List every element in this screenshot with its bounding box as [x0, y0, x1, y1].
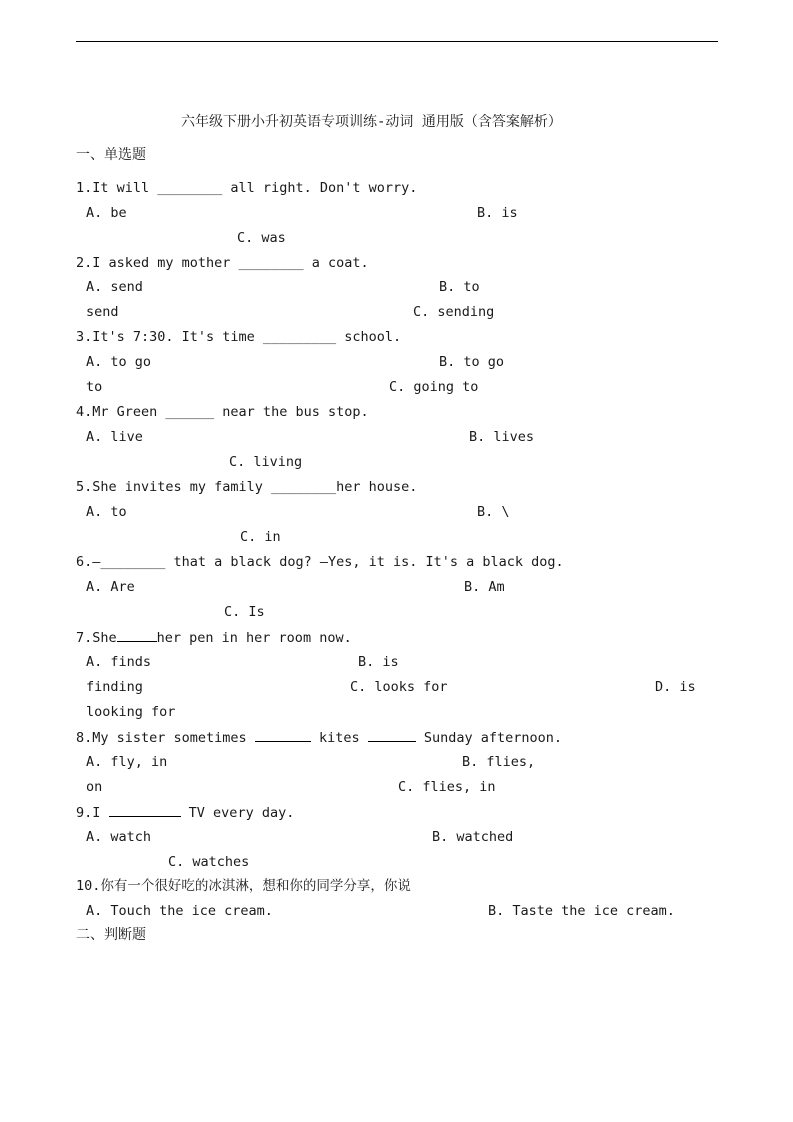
question-8-option-c[interactable]: C. flies, in [398, 779, 496, 795]
question-5-stem: 5.She invites my family ________her house. [76, 479, 418, 495]
question-2-stem: 2.I asked my mother ________ a coat. [76, 255, 369, 271]
question-10-option-a[interactable]: A. Touch the ice cream. [86, 903, 273, 919]
question-6-option-b[interactable]: B. Am [464, 579, 505, 595]
question-5-option-b[interactable]: B. \ [477, 504, 510, 520]
question-6-stem: 6.—________ that a black dog? —Yes, it is. It's a black dog. [76, 554, 564, 570]
question-2-option-a[interactable]: A. send [86, 279, 143, 295]
question-3-option-b-cont: to [86, 379, 103, 395]
question-7-option-b-cont: finding [86, 679, 143, 695]
question-10-option-b[interactable]: B. Taste the ice cream. [488, 903, 675, 919]
question-9-stem-start: 9.I [76, 805, 101, 821]
question-9-stem-end: TV every day. [188, 805, 295, 821]
question-7-option-d[interactable]: D. is [655, 679, 696, 695]
question-4-option-c[interactable]: C. living [229, 454, 303, 470]
question-6-option-a[interactable]: A. Are [86, 579, 135, 595]
question-8-stem-start: 8.My sister sometimes [76, 730, 247, 746]
question-7-option-c[interactable]: C. looks for [350, 679, 448, 695]
watermark-logo [384, 28, 412, 50]
question-4-option-b[interactable]: B. lives [469, 429, 535, 445]
question-10-stem: 10.你有一个很好吃的冰淇淋，想和你的同学分享，你说 [76, 878, 411, 894]
question-7-stem [76, 629, 352, 646]
question-3-option-c[interactable]: C. going to [389, 379, 479, 395]
question-5-option-c[interactable]: C. in [240, 529, 281, 545]
question-9-blank [109, 804, 181, 817]
question-9-option-b[interactable]: B. watched [432, 829, 514, 845]
section-heading-true-false: 二、判断题 [76, 927, 146, 943]
question-8-stem-mid: kites [318, 730, 360, 746]
question-9-stem [76, 804, 294, 821]
question-7-option-b[interactable]: B. is [358, 654, 399, 670]
question-7-option-a[interactable]: A. finds [86, 654, 152, 670]
section-heading-single-choice: 一、单选题 [76, 147, 146, 163]
question-7-blank [117, 629, 157, 642]
question-1-option-c[interactable]: C. was [237, 230, 286, 246]
question-2-option-b[interactable]: B. to [439, 279, 480, 295]
question-6-option-c[interactable]: C. Is [224, 604, 265, 620]
question-8-option-b-cont: on [86, 779, 103, 795]
question-8-option-b[interactable]: B. flies, [462, 754, 536, 770]
question-1-option-a[interactable]: A. be [86, 205, 127, 221]
question-8-blank-2 [368, 729, 416, 742]
document-title: 六年级下册小升初英语专项训练-动词 通用版（含答案解析） [181, 114, 562, 130]
question-4-stem: 4.Mr Green ______ near the bus stop. [76, 404, 369, 420]
question-7-option-d-cont: looking for [86, 704, 176, 720]
question-1-stem: 1.It will ________ all right. Don't worry. [76, 180, 418, 196]
question-2-option-b-cont: send [86, 304, 119, 320]
question-8-stem-end: Sunday afternoon. [423, 730, 563, 746]
question-9-option-c[interactable]: C. watches [168, 854, 250, 870]
question-3-option-a[interactable]: A. to go [86, 354, 152, 370]
question-8-blank-1 [255, 729, 311, 742]
question-2-option-c[interactable]: C. sending [413, 304, 495, 320]
question-3-option-b[interactable]: B. to go [439, 354, 505, 370]
question-8-option-a[interactable]: A. fly, in [86, 754, 168, 770]
question-7-stem-end: her pen in her room now. [156, 630, 352, 646]
question-9-option-a[interactable]: A. watch [86, 829, 152, 845]
question-7-stem-start: 7.She [76, 630, 117, 646]
question-8-stem [76, 729, 562, 746]
question-1-option-b[interactable]: B. is [477, 205, 518, 221]
question-4-option-a[interactable]: A. live [86, 429, 143, 445]
question-3-stem: 3.It's 7:30. It's time _________ school. [76, 329, 402, 345]
question-5-option-a[interactable]: A. to [86, 504, 127, 520]
